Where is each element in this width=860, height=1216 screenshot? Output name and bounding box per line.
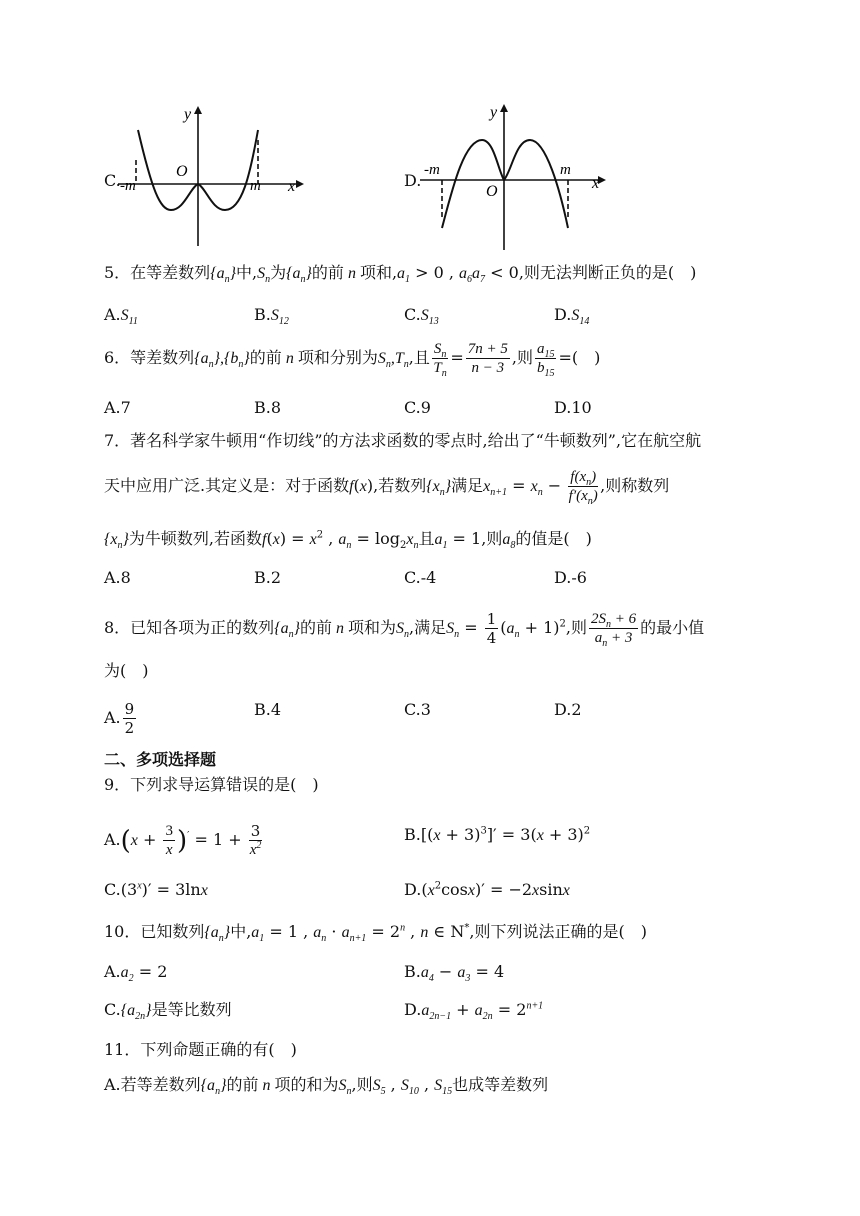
q8-line1: 8．已知各项为正的数列$\{a_n\}$的前 n 项和为$S_n$,满足$S_n$ = $\frac{1}{4}$ $(a_n + 1)^2$,则 $\frac{2S_n + 6}{a_n + 3}$ 的最小值: [104, 610, 705, 649]
graph-d-y-label: y: [490, 104, 498, 121]
q6-option-b[interactable]: B.8: [254, 398, 282, 417]
q8-option-a[interactable]: A. $\frac{9}{2}$: [104, 700, 135, 737]
q8-option-c[interactable]: C.3: [404, 700, 431, 719]
graph-c-x-arrow: [296, 180, 304, 188]
q7-option-a[interactable]: A.8: [104, 568, 131, 587]
graph-c-y-label: y: [184, 106, 192, 123]
q11-option-a[interactable]: A.若等差数列$\{a_n\}$的前 n 项的和为$S_n$,则$S_5$ , $S_{10}$ , $S_{15}$也成等差数列: [104, 1075, 549, 1098]
q9-option-b[interactable]: $B.[(x + 3)^3]' = 3(x + 3)^2$: [404, 825, 591, 844]
q10-option-b[interactable]: $B.a_4 - a_3 = 4$: [404, 962, 505, 985]
q9-option-c[interactable]: $C.(3^x)' = 3\ln x$: [104, 880, 208, 899]
graph-c-m-label: m: [250, 178, 261, 194]
q10-option-d[interactable]: $D.a_{2n-1} + a_{2n} = 2^{n+1}$: [404, 1000, 544, 1023]
q5-stem: 5．在等差数列$\{a_n\}$中$,S_n$为$\{a_n\}$的前 n 项和$,a_1 > 0$ , $a_6a_7 < 0$,则无法判断正负的是( ): [104, 263, 697, 286]
q7-option-c[interactable]: C.-4: [404, 568, 437, 587]
q8-option-b[interactable]: B.4: [254, 700, 282, 719]
q5-option-d[interactable]: $D.S_{14}$: [554, 305, 590, 328]
graph-d-x-arrow: [598, 176, 606, 184]
graph-c-y-arrow: [194, 106, 202, 114]
q11-stem: 11．下列命题正确的有( ): [104, 1040, 297, 1059]
q9-option-a[interactable]: A.(x + $\frac{3}{x}$ )′ = 1 + $\frac{3}{x^2}$: [104, 822, 262, 858]
option-c-label: C.: [104, 171, 121, 190]
graph-d: [420, 100, 610, 255]
graph-d-neg-m-label: -m: [424, 162, 440, 178]
graph-d-m-label: m: [560, 162, 571, 178]
q9-stem: 9．下列求导运算错误的是( ): [104, 775, 319, 794]
graph-d-origin-label: O: [486, 183, 498, 200]
q10-stem: 10．已知数列$\{a_n\}$中$,a_1 = 1$ , $a_n \cdot a_{n+1} = 2^n$ , n ∈ N*,则下列说法正确的是( ): [104, 922, 647, 945]
q6-option-c[interactable]: C.9: [404, 398, 431, 417]
q7-line1: 7．著名科学家牛顿用“作切线”的方法求函数的零点时,给出了“牛顿数列”,它在航空航: [104, 431, 702, 450]
graph-c-origin-label: O: [176, 163, 188, 180]
graph-c: [118, 100, 308, 250]
q8-option-d[interactable]: D.2: [554, 700, 582, 719]
q9-option-d[interactable]: $D.(x^2\cos x)' = -2xsinx$: [404, 880, 570, 899]
graph-c-neg-m-label: -m: [120, 178, 136, 194]
q8-line2: 为( ): [104, 661, 149, 680]
q6-option-a[interactable]: A.7: [104, 398, 131, 417]
graph-d-x-label: x: [592, 175, 600, 192]
q10-option-c[interactable]: $C.\{a_{2n}\}$是等比数列: [104, 1000, 232, 1023]
q7-option-b[interactable]: B.2: [254, 568, 282, 587]
q5-option-c[interactable]: $C.S_{13}$: [404, 305, 439, 328]
graph-d-y-arrow: [500, 104, 508, 112]
q6-option-d[interactable]: D.10: [554, 398, 592, 417]
q6-stem: 6．等差数列$\{a_n\},\{b_n\}$的前 n 项和分别为$S_n,T_n$,且 $\frac{S_n}{T_n}$ = $\frac{7n + 5}{n - 3}$ ,则 $\frac{a_{15}}{b_{15}}$ =( ): [104, 341, 601, 379]
q10-option-a[interactable]: $A.a_2 = 2$: [104, 962, 168, 985]
q7-line2: 天中应用广泛.其定义是：对于函数f(x),若数列$\{x_n\}$满足$x_{n+1} = x_n$ − $\frac{f(x_n)}{f'(x_n)}$ ,则称数列: [104, 469, 670, 507]
q5-option-b[interactable]: $B.S_{12}$: [254, 305, 289, 328]
q7-option-d[interactable]: D.-6: [554, 568, 587, 587]
q7-line3: $\{x_n\}$为牛顿数列,若函数$f(x) = x^2$ , $a_n = \log_2x_n$且$a_1 = 1$,则$a_8$的值是( ): [104, 529, 592, 552]
option-d-label: D.: [404, 171, 422, 190]
section-2-heading: 二、多项选择题: [104, 750, 217, 769]
q5-option-a[interactable]: $A.S_{11}$: [104, 305, 138, 328]
graph-d-curve: [442, 140, 568, 228]
graph-c-x-label: x: [288, 178, 296, 195]
